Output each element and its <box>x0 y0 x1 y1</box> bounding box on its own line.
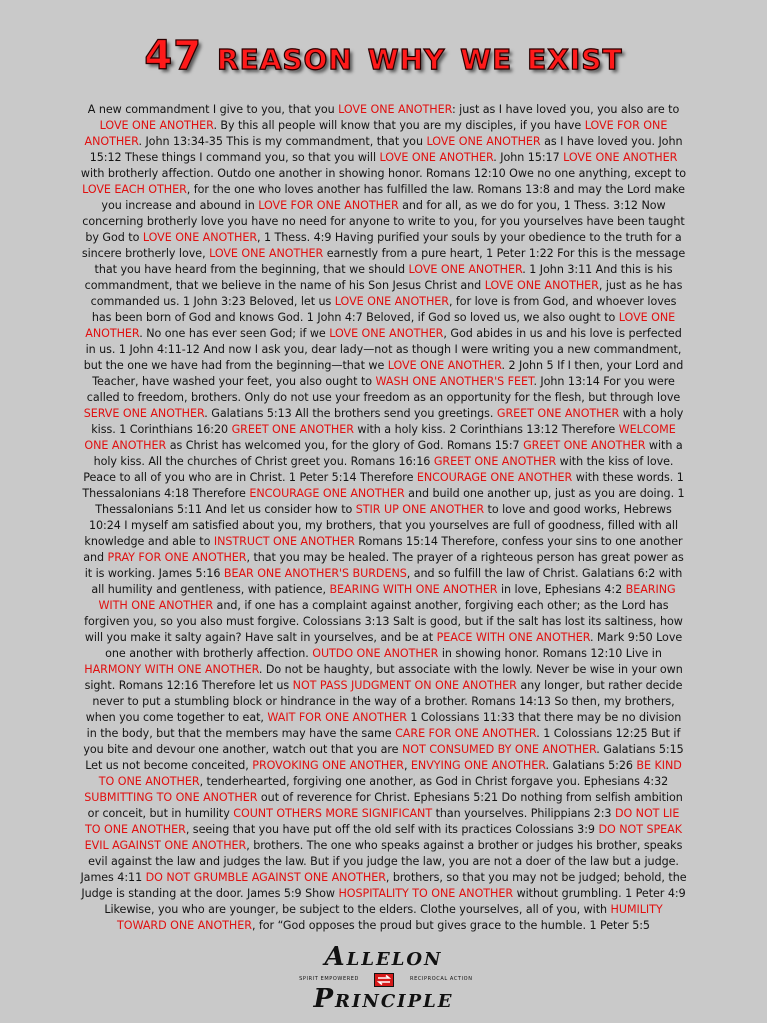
scripture-segment: . Galatians 5:15 Let us not become conceited, <box>85 743 684 772</box>
scripture-segment: . Do not be haughty, but associate with the lowly. Never be wise in your own sight. Romans 12:16 Therefore let us <box>84 663 683 692</box>
scripture-segment: A new commandment I give to you, that you <box>87 103 339 116</box>
scripture-segment: , for the one who loves another has fulfilled the law. Romans 13:8 and may the Lord make you increase and abound in <box>101 183 685 212</box>
scripture-segment: , 1 Thess. 4:9 Having purified your souls by your obedience to the truth for a sincere brotherly love, <box>81 231 682 260</box>
highlight-phrase: HARMONY WITH ONE ANOTHER <box>84 663 259 676</box>
logo-word-principle: Principle <box>313 984 454 1014</box>
scripture-segment: as I have loved you. John 15:12 These things I command you, so that you will <box>89 135 683 164</box>
scripture-segment: 1 Colossians 11:33 that there may be no division in the body, but that the members may have the same <box>86 711 682 740</box>
scripture-segment: as Christ has welcomed you, for the glory of God. Romans 15:7 <box>166 439 524 452</box>
highlight-phrase: LOVE FOR ONE ANOTHER <box>258 199 399 212</box>
scripture-segment: , brothers, so that you may not be judged; behold, the Judge is standing at the door. James 5:9 Show <box>81 871 687 900</box>
highlight-phrase: DO NOT GRUMBLE AGAINST ONE ANOTHER <box>145 871 386 884</box>
highlight-phrase: LOVE EACH OTHER <box>82 183 187 196</box>
highlight-phrase: LOVE ONE ANOTHER <box>338 103 452 116</box>
highlight-phrase: NOT CONSUMED BY ONE ANOTHER <box>401 743 597 756</box>
highlight-phrase: DO NOT SPEAK EVIL AGAINST ONE ANOTHER <box>84 823 682 852</box>
highlight-phrase: LOVE ONE ANOTHER <box>379 151 494 164</box>
scripture-segment: : just as I have loved you, you also are to <box>451 103 680 116</box>
highlight-phrase: LOVE ONE ANOTHER <box>563 151 678 164</box>
highlight-phrase: SERVE ONE ANOTHER <box>83 407 205 420</box>
highlight-phrase: WAIT FOR ONE ANOTHER <box>267 711 407 724</box>
highlight-phrase: LOVE ONE ANOTHER <box>85 311 676 340</box>
scripture-segment: with a holy kiss. 2 Corinthians 13:12 Therefore <box>353 423 619 436</box>
highlight-phrase: CARE FOR ONE ANOTHER <box>395 727 537 740</box>
scripture-segment: . 2 John 5 If I then, your Lord and Teacher, have washed your feet, you also ought to <box>92 359 684 388</box>
highlight-phrase: LOVE ONE ANOTHER <box>408 263 523 276</box>
highlight-phrase: LOVE ONE ANOTHER <box>329 327 444 340</box>
highlight-phrase: LOVE ONE ANOTHER <box>334 295 449 308</box>
highlight-phrase: LOVE ONE ANOTHER <box>426 135 541 148</box>
scripture-segment: to love and good works, Hebrews 10:24 I myself am satisfied about you, my brothers, that you yourselves are full of goodness, filled with all knowledge and able to <box>84 503 679 548</box>
scripture-segment: . By this all people will know that you are my disciples, if you have <box>213 119 585 132</box>
highlight-phrase: COUNT OTHERS MORE SIGNIFICANT <box>233 807 433 820</box>
scripture-segment: with the kiss of love. Peace to all of you who are in Christ. 1 Peter 5:14 Therefore <box>83 455 674 484</box>
scripture-segment: earnestly from a pure heart, 1 Peter 1:22 For this is the message that you have heard from the beginning, that we should <box>94 247 686 276</box>
highlight-phrase: BEARING WITH ONE ANOTHER <box>329 583 498 596</box>
highlight-phrase: GREET ONE ANOTHER <box>496 407 620 420</box>
highlight-phrase: GREET ONE ANOTHER <box>231 423 354 436</box>
scripture-segment: . Galatians 5:26 <box>545 759 637 772</box>
scripture-segment: with brotherly affection. Outdo one another in showing honor. Romans 12:10 Owe no one anything, except to <box>80 167 687 180</box>
scripture-segment: and build one another up, just as you are doing. 1 Thessalonians 5:11 And let us consider how to <box>95 487 685 516</box>
highlight-phrase: HOSPITALITY TO ONE ANOTHER <box>338 887 514 900</box>
highlight-phrase: BEAR ONE ANOTHER'S BURDENS <box>223 567 407 580</box>
scripture-segment: . Galatians 5:13 All the brothers send you greetings. <box>204 407 497 420</box>
logo-tagline-right: RECIPROCAL ACTION <box>410 976 473 982</box>
scripture-segment: . 1 John 3:11 And this is his commandment, that we believe in the name of his Son Jesus Christ and <box>84 263 673 292</box>
highlight-phrase: BEARING WITH ONE ANOTHER <box>98 583 676 612</box>
highlight-phrase: WELCOME ONE ANOTHER <box>84 423 676 452</box>
scripture-segment: in showing honor. Romans 12:10 Live in <box>438 647 662 660</box>
highlight-phrase: LOVE ONE ANOTHER <box>209 247 324 260</box>
highlight-phrase: LOVE ONE ANOTHER <box>99 119 214 132</box>
highlight-phrase: PEACE WITH ONE ANOTHER <box>436 631 591 644</box>
highlight-phrase: GREET ONE ANOTHER <box>433 455 557 468</box>
highlight-phrase: ENCOURAGE ONE ANOTHER <box>249 487 405 500</box>
scripture-segment: and for all, as we do for you, 1 Thess. 3:12 Now concerning brotherly love you have no need for anyone to write to you, for you yourselves have been taught by God to <box>82 199 685 244</box>
scripture-segment: , <box>403 759 411 772</box>
scripture-segment: . John 13:34-35 This is my commandment, that you <box>138 135 427 148</box>
scripture-segment: , for love is from God, and whoever loves has been born of God and knows God. 1 John 4:7 Beloved, if God so loved us, we also ought to <box>91 295 677 324</box>
page-title: 47 reason why we exist <box>144 33 623 79</box>
highlight-phrase: LOVE ONE ANOTHER <box>387 359 502 372</box>
highlight-phrase: HUMILITY TOWARD ONE ANOTHER <box>117 903 663 932</box>
scripture-segment: . Mark 9:50 Love one another with brotherly affection. <box>105 631 683 660</box>
scripture-segment: . John 13:14 For you were called to freedom, brothers. Only do not use your freedom as an opportunity for the flesh, but through love <box>86 375 681 404</box>
highlight-phrase: LOVE FOR ONE ANOTHER <box>84 119 668 148</box>
scripture-segment: , tenderhearted, forgiving one another, as God in Christ forgave you. Ephesians 4:32 <box>199 775 669 788</box>
scripture-segment: , God abides in us and his love is perfected in us. 1 John 4:11-12 And now I ask you, dear lady—not as though I were writing you a new commandment, but the one we have had from the beginning—that we <box>83 327 682 372</box>
scripture-segment: , for “God opposes the proud but gives grace to the humble. 1 Peter 5:5 <box>251 919 650 932</box>
scripture-segment: , brothers. The one who speaks against a brother or judges his brother, speaks evil against the law and judges the law. But if you judge the law, you are not a doer of the law but a judge. James 4:11 <box>80 839 683 884</box>
highlight-phrase: WASH ONE ANOTHER'S FEET <box>375 375 534 388</box>
highlight-phrase: ENCOURAGE ONE ANOTHER <box>416 471 573 484</box>
highlight-phrase: DO NOT LIE TO ONE ANOTHER <box>85 807 680 836</box>
allelon-principle-logo <box>0 942 767 1020</box>
scripture-segment: with a holy kiss. 1 Corinthians 16:20 <box>91 407 684 436</box>
scripture-segment: with these words. 1 Thessalonians 4:18 Therefore <box>82 471 684 500</box>
scripture-segment: than yourselves. Philippians 2:3 <box>432 807 615 820</box>
scripture-segment: in love, Ephesians 4:2 <box>497 583 626 596</box>
highlight-phrase: OUTDO ONE ANOTHER <box>312 647 439 660</box>
scripture-segment: , seeing that you have put off the old self with its practices Colossians 3:9 <box>185 823 599 836</box>
scripture-text <box>80 102 687 934</box>
scripture-segment: . No one has ever seen God; if we <box>139 327 330 340</box>
scripture-segment: out of reverence for Christ. Ephesians 5:21 Do nothing from selfish ambition or conceit, but in humility <box>87 791 683 820</box>
scripture-segment: , that you may be healed. The prayer of a righteous person has great power as it is working. James 5:16 <box>84 551 684 580</box>
scripture-segment: and, if one has a complaint against another, forgiving each other; as the Lord has forgiven you, so you also must forgive. Colossians 3:13 Salt is good, but if the salt has lost its saltiness, how will you make it salty again? Have salt in yourselves, and be at <box>84 599 683 644</box>
highlight-phrase: NOT PASS JUDGMENT ON ONE ANOTHER <box>292 679 517 692</box>
scripture-segment: any longer, but rather decide never to put a stumbling block or hindrance in the way of a brother. Romans 14:13 So then, my brothers, when you come together to eat, <box>85 679 683 724</box>
scripture-segment: with a holy kiss. All the churches of Christ greet you. Romans 16:16 <box>93 439 683 468</box>
logo-word-allelon: Allelon <box>324 942 443 972</box>
highlight-phrase: GREET ONE ANOTHER <box>523 439 646 452</box>
highlight-phrase: SUBMITTING TO ONE ANOTHER <box>84 791 258 804</box>
highlight-phrase: STIR UP ONE ANOTHER <box>355 503 485 516</box>
scripture-segment: Romans 15:14 Therefore, confess your sins to one another and <box>83 535 683 564</box>
highlight-phrase: LOVE ONE ANOTHER <box>484 279 599 292</box>
highlight-phrase: PRAY FOR ONE ANOTHER <box>107 551 247 564</box>
highlight-phrase: BE KIND TO ONE ANOTHER <box>98 759 682 788</box>
scripture-segment: , just as he has commanded us. 1 John 3:23 Beloved, let us <box>90 279 683 308</box>
highlight-phrase: LOVE ONE ANOTHER <box>142 231 258 244</box>
scripture-segment: , and so fulfill the law of Christ. Galatians 6:2 with all humility and gentleness, with patience, <box>91 567 683 596</box>
highlight-phrase: INSTRUCT ONE ANOTHER <box>213 535 355 548</box>
scripture-segment: . 1 Colossians 12:25 But if you bite and devour one another, watch out that you are <box>83 727 681 756</box>
highlight-phrase: ENVYING ONE ANOTHER <box>410 759 546 772</box>
scripture-segment: without grumbling. 1 Peter 4:9 Likewise, you who are younger, be subject to the elders. Clothe yourselves, all of you, with <box>104 887 686 916</box>
logo-tagline-left: SPIRIT EMPOWERED <box>299 976 359 982</box>
highlight-phrase: PROVOKING ONE ANOTHER <box>252 759 404 772</box>
scripture-segment: . John 15:17 <box>493 151 564 164</box>
